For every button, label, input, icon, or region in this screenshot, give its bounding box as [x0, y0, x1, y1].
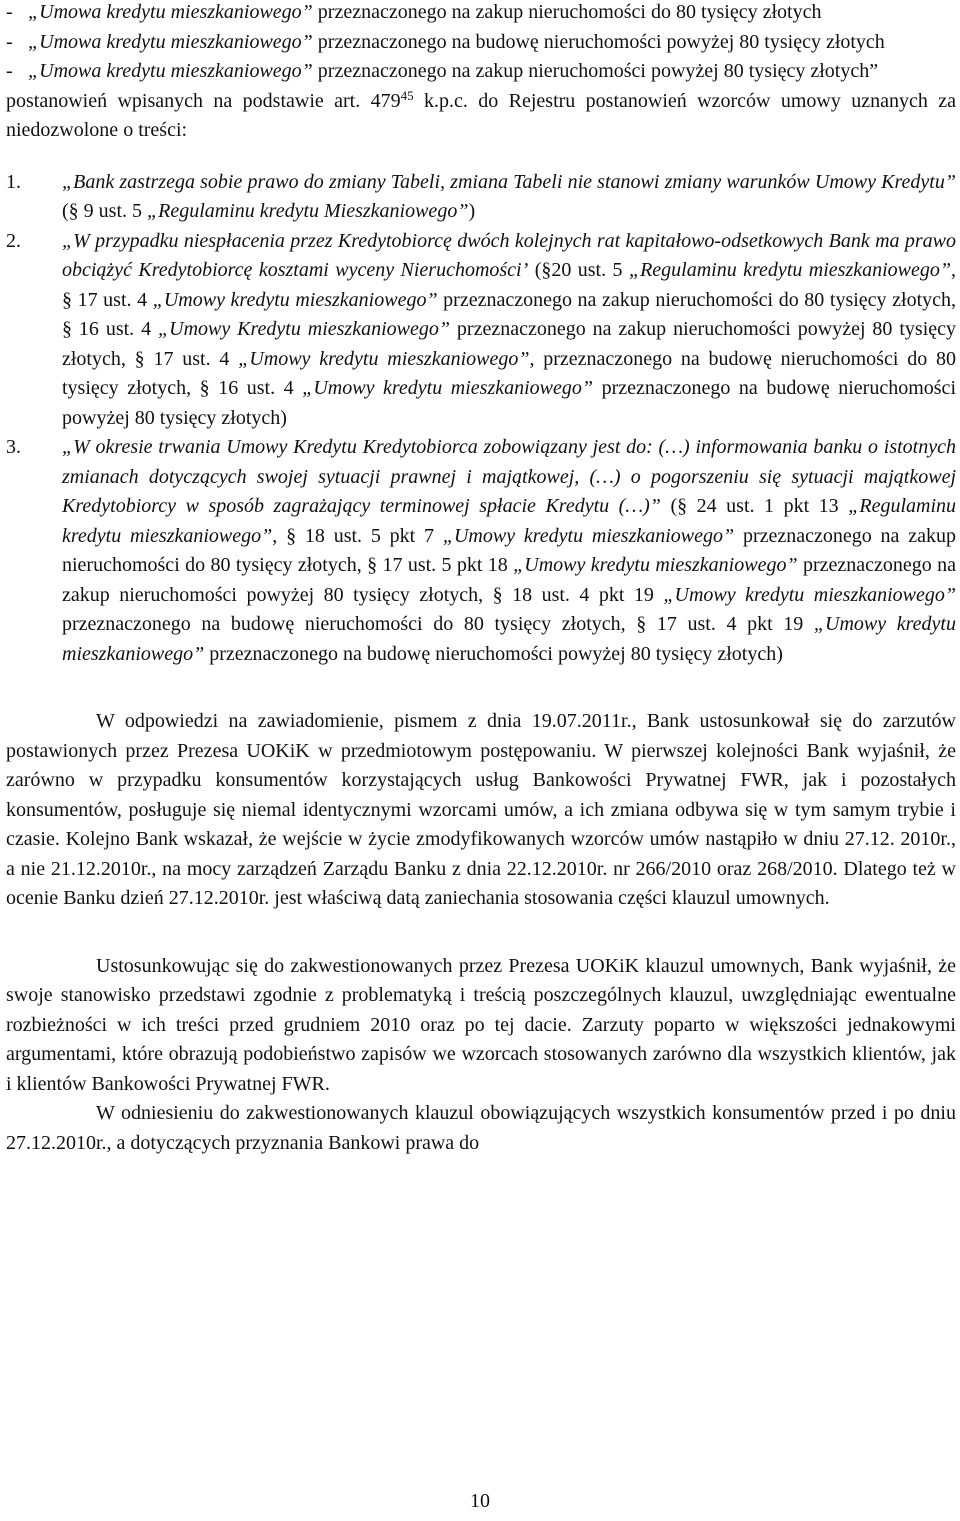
list-dash: -	[6, 30, 13, 53]
list-item: - „Umowa kredytu mieszkaniowego” przeznaczonego na budowę nieruchomości powyżej 80 tysięcy złotych	[6, 28, 956, 58]
list-item: - „Umowa kredytu mieszkaniowego” przeznaczonego na zakup nieruchomości do 80 tysięcy złotych	[6, 0, 956, 28]
clause-item: 2. „W przypadku niespłacenia przez Kredytobiorcę dwóch kolejnych rat kapitałowo-odsetkowych Bank ma prawo obciążyć Kredytobiorcę kosztami wyceny Nieruchomości’ (§20 ust. 5 „Regulaminu kredytu mieszkaniowego”, § 17 ust. 4 „Umowy kredytu mieszkaniowego” przeznaczonego na zakup nieruchomości do 80 tysięcy złotych, § 16 ust. 4 „Umowy Kredytu mieszkaniowego” przeznaczonego na zakup nieruchomości powyżej 80 tysięcy złotych, § 17 ust. 4 „Umowy kredytu mieszkaniowego”, przeznaczonego na budowę nieruchomości do 80 tysięcy złotych, § 16 ust. 4 „Umowy kredytu mieszkaniowego” przeznaczonego na budowę nieruchomości powyżej 80 tysięcy złotych)	[6, 227, 956, 434]
contract-title: „Umowa kredytu mieszkaniowego”	[28, 1, 313, 23]
body-paragraph: Ustosunkowując się do zakwestionowanych przez Prezesa UOKiK klauzul umownych, Bank wyjaśnił, że swoje stanowisko przedstawi zgodnie z problematyką i treścią poszczególnych klauzul, uwzględniając ewentualne rozbieżności w ich treści przed grudniem 2010 oraz po tej dacie. Zarzuty poparto w większości jednakowymi argumentami, które obrazują podobieństwo zapisów we wzorcach stosowanych zarówno dla wszystkich klientów, jak i klientów Bankowości Prywatnej FWR.	[6, 954, 956, 1095]
page-number: 10	[470, 1490, 490, 1512]
clause-number: 2.	[6, 229, 21, 252]
list-dash: -	[6, 60, 13, 82]
clause-item: 1. „Bank zastrzega sobie prawo do zmiany Tabeli, zmiana Tabeli nie stanowi zmiany warunków Umowy Kredytu” (§ 9 ust. 5 „Regulaminu kredytu Mieszkaniowego”)	[6, 168, 956, 227]
article-superscript: 45	[400, 87, 414, 103]
clause-number: 3.	[6, 436, 21, 458]
clause-item: 3. „W okresie trwania Umowy Kredytu Kredytobiorca zobowiązany jest do: (…) informowania banku o istotnych zmianach dotyczących swojej sytuacji prawnej i majątkowej, (…) o pogorszeniu się sytuacji majątkowej Kredytobiorcy w sposób zagrażający terminowej spłacie Kredytu (…)” (§ 24 ust. 1 pkt 13 „Regulaminu kredytu mieszkaniowego”, § 18 ust. 5 pkt 7 „Umowy kredytu mieszkaniowego” przeznaczonego na zakup nieruchomości do 80 tysięcy złotych, § 17 ust. 5 pkt 18 „Umowy kredytu mieszkaniowego” przeznaczonego na zakup nieruchomości powyżej 80 tysięcy złotych, § 18 ust. 4 pkt 19 „Umowy kredytu mieszkaniowego” przeznaczonego na budowę nieruchomości do 80 tysięcy złotych, § 17 ust. 4 pkt 19 „Umowy kredytu mieszkaniowego” przeznaczonego na budowę nieruchomości powyżej 80 tysięcy złotych)	[6, 433, 956, 669]
contract-title: „Umowa kredytu mieszkaniowego”	[28, 30, 313, 53]
body-paragraph: W odniesieniu do zakwestionowanych klauzul obowiązujących wszystkich konsumentów przed i po dniu 27.12.2010r., a dotyczących przyznania Bankowi prawa do	[6, 1102, 956, 1154]
intro-paragraph: postanowień wpisanych na podstawie art. $479^{45}$ k.p.c. do Rejestru postanowień wzorców umowy uznanych za niedozwolone o treści:	[6, 87, 956, 141]
list-item: - „Umowa kredytu mieszkaniowego” przeznaczonego na zakup nieruchomości powyżej 80 tysięcy złotych”	[6, 57, 956, 87]
clause-number: 1.	[6, 170, 21, 193]
document-body	[6, 0, 956, 1158]
list-dash: -	[6, 1, 13, 23]
body-paragraph: W odpowiedzi na zawiadomienie, pismem z dnia 19.07.2011r., Bank ustosunkował się do zarzutów postawionych przez Prezesa UOKiK w przedmiotowym postępowaniu. W pierwszej kolejności Bank wyjaśnił, że zarówno w przypadku konsumentów korzystających usług Bankowości Prywatnej FWR, jak i pozostałych konsumentów, posługuje się niemal identycznymi wzorcami umów, a ich zmiana odbywa się w tym samym trybie i czasie. Kolejno Bank wskazał, że wejście w życie zmodyfikowanych wzorców umów nastąpiło w dniu 27.12. 2010r., a nie 21.12.2010r., na mocy zarządzeń Zarządu Banku z dnia 22.12.2010r. nr 266/2010 oraz 268/2010. Dlatego też w ocenie Banku dzień 27.12.2010r. jest właściwą datą zaniechania stosowania części klauzul umownych.	[6, 710, 956, 909]
contract-title: „Umowa kredytu mieszkaniowego”	[28, 60, 313, 82]
